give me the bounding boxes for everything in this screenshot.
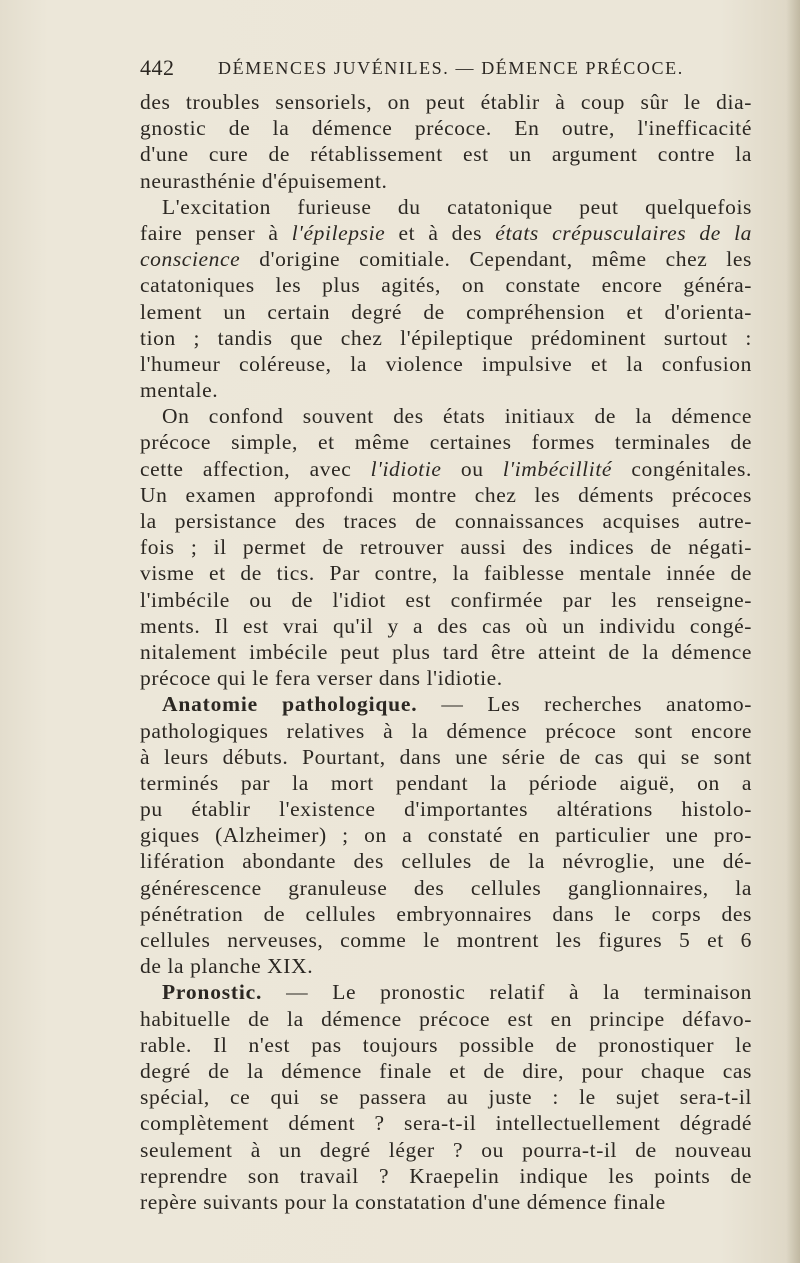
page-header bbox=[140, 55, 752, 85]
text-line: lifération abondante des cellules de la névroglie, une dé- bbox=[140, 849, 752, 874]
text-line: fois ; il permet de retrouver aussi des indices de négati- bbox=[140, 535, 752, 560]
text-line: catatoniques les plus agités, on constate encore généra- bbox=[140, 273, 752, 298]
italic-term: l'épilepsie bbox=[291, 220, 386, 245]
text-line: de la planche XIX. bbox=[140, 954, 314, 979]
text-line: L'excitation furieuse du catatonique peut quelquefois bbox=[162, 194, 752, 219]
page-number: 442 bbox=[140, 55, 175, 80]
text-line: à leurs débuts. Pourtant, dans une série de cas qui se sont bbox=[140, 744, 752, 769]
text-line bbox=[140, 246, 752, 272]
text-run: et à des bbox=[385, 220, 496, 245]
text-line: pénétration de cellules embryonnaires dans le corps des bbox=[140, 901, 752, 926]
italic-term: états crépusculaires de la bbox=[495, 220, 752, 245]
text-run: d'origine comitiale. Cependant, même chez les bbox=[240, 247, 752, 272]
text-run: congénitales. bbox=[612, 456, 752, 481]
page-edge-shadow bbox=[786, 0, 800, 1263]
text-run: — Les recherches anatomo- bbox=[417, 692, 752, 717]
text-run: cette affection, avec bbox=[140, 456, 371, 481]
text-line: précoce qui le fera verser dans l'idiotie. bbox=[140, 666, 503, 691]
text-line: nitalement imbécile peut plus tard être atteint de la démence bbox=[140, 639, 752, 664]
text-line: spécial, ce qui se passera au juste : le sujet sera-t-il bbox=[140, 1085, 752, 1110]
text-line: pu établir l'existence d'importantes altérations histolo- bbox=[140, 797, 752, 822]
text-line bbox=[140, 456, 752, 482]
text-line: la persistance des traces de connaissances acquises autre- bbox=[140, 509, 752, 533]
text-run: faire penser à bbox=[140, 220, 292, 245]
text-line: Un examen approfondi montre chez les déments précoces bbox=[140, 482, 752, 507]
italic-term: l'idiotie bbox=[370, 456, 442, 481]
text-run: — Le pronostic relatif à la terminaison bbox=[262, 980, 752, 1005]
italic-term: conscience bbox=[140, 247, 241, 272]
section-heading: Anatomie pathologique. bbox=[162, 692, 418, 717]
text-line bbox=[140, 979, 752, 1005]
text-run: ou bbox=[441, 456, 503, 481]
text-line: complètement dément ? sera-t-il intellectuellement dégradé bbox=[140, 1111, 752, 1136]
text-line: cellules nerveuses, comme le montrent les figures 5 et 6 bbox=[140, 928, 752, 952]
text-line: rable. Il n'est pas toujours possible de pronostiquer le bbox=[140, 1032, 752, 1057]
text-line: neurasthénie d'épuisement. bbox=[140, 168, 388, 193]
text-line: reprendre son travail ? Kraepelin indique les points de bbox=[140, 1163, 752, 1188]
text-line: degré de la démence finale et de dire, pour chaque cas bbox=[140, 1058, 752, 1083]
text-line: terminés par la mort pendant la période aiguë, on a bbox=[140, 770, 752, 795]
text-line: tion ; tandis que chez l'épileptique prédominent surtout : bbox=[140, 325, 752, 350]
text-line: précoce simple, et même certaines formes terminales de bbox=[140, 430, 752, 455]
text-line: On confond souvent des états initiaux de la démence bbox=[162, 404, 752, 429]
text-line: pathologiques relatives à la démence précoce sont encore bbox=[140, 718, 752, 743]
text-line: des troubles sensoriels, on peut établir à coup sûr le dia- bbox=[140, 90, 752, 114]
text-line: ments. Il est vrai qu'il y a des cas où un individu congé- bbox=[140, 613, 752, 638]
italic-term: l'imbécillité bbox=[502, 456, 613, 481]
running-head: DÉMENCES JUVÉNILES. — DÉMENCE PRÉCOCE. bbox=[218, 58, 684, 78]
text-line: repère suivants pour la constatation d'une démence finale bbox=[140, 1189, 666, 1214]
text-line: générescence granuleuse des cellules ganglionnaires, la bbox=[140, 875, 752, 900]
section-heading: Pronostic. bbox=[162, 980, 263, 1005]
text-line: l'imbécile ou de l'idiot est confirmée par les renseigne- bbox=[140, 587, 752, 612]
text-line: mentale. bbox=[140, 378, 219, 403]
text-line bbox=[140, 691, 752, 717]
text-line: seulement à un degré léger ? ou pourra-t-il de nouveau bbox=[140, 1137, 752, 1162]
text-line: l'humeur coléreuse, la violence impulsive et la confusion bbox=[140, 351, 752, 376]
body-text bbox=[140, 89, 752, 1215]
text-line: habituelle de la démence précoce est en principe défavo- bbox=[140, 1006, 752, 1031]
text-line: d'une cure de rétablissement est un argument contre la bbox=[140, 142, 752, 167]
text-line: lement un certain degré de compréhension et d'orienta- bbox=[140, 299, 752, 324]
text-line: giques (Alzheimer) ; on a constaté en particulier une pro- bbox=[140, 823, 752, 848]
text-line: gnostic de la démence précoce. En outre, l'inefficacité bbox=[140, 116, 752, 141]
text-line bbox=[140, 220, 752, 246]
text-line: visme et de tics. Par contre, la faiblesse mentale innée de bbox=[140, 561, 752, 586]
